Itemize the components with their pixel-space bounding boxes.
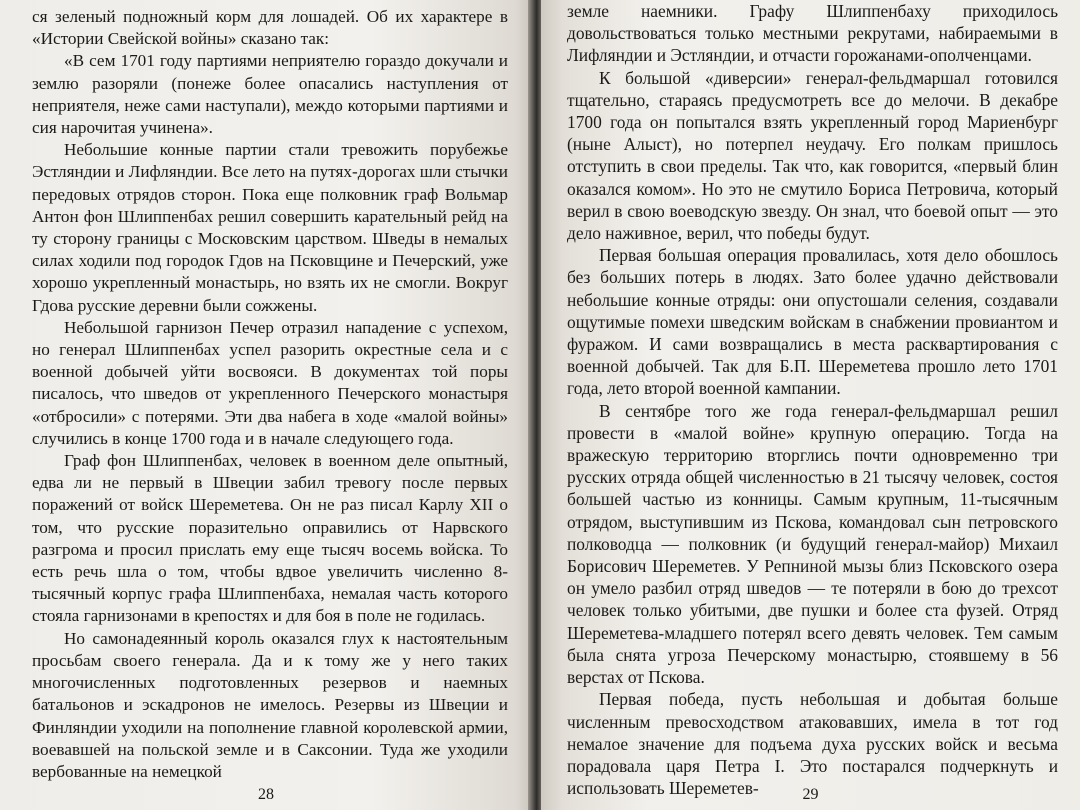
page-number-right: 29 [802, 786, 819, 803]
paragraph: К большой «диверсии» генерал-фельдмаршал готовился тщательно, стараясь предусмотреть все до мелочи. В декабре 1700 года он попытался взять укрепленный город Мариенбург (ныне Алыст), но потерпел неудачу. Его полкам пришлось отступить в свои пределы. Так что, как говорится, «первый блин оказался комом». Но это не смутило Бориса Петровича, который верил в свою воеводскую звезду. Он знал, что боевой опыт — это дело наживное, верил, что победы будут. [567, 67, 1058, 244]
left-page-text [32, 6, 508, 783]
paragraph: Первая большая операция провалилась, хотя дело обошлось без больших потерь в людях. Зато более удачно действовали небольшие конные отряды: они опустошали селения, создавали ощутимые помехи шведским войскам в снабжении провиантом и фуражом. И сами возвращались в места расквартирования с военной добычей. Так для Б.П. Шереметева прошло лето 1701 года, лето второй военной кампании. [567, 245, 1058, 399]
paragraph: земле наемники. Графу Шлиппенбаху приходилось довольствоваться только местными рекрутами, набираемыми в Лифляндии и Эстляндии, и отчасти горожанами-ополченцами. [567, 1, 1058, 66]
paragraph: ся зеленый подножный корм для лошадей. Об их характере в «Истории Свейской войны» сказано так: [32, 7, 508, 49]
paragraph: В сентябре того же года генерал-фельдмаршал решил провести в «малой войне» крупную операцию. Тогда на вражескую территорию вторглись почти одновременно три русских отряда общей численностью в 21 тысячу человек, состоя большей частью из конницы. Самым крупным, 11-тысячным отрядом, выступившим из Пскова, командовал сын петровского полководца — полковник (и будущий генерал-майор) Михаил Борисович Шереметев. У Репниной мызы близ Псковского озера он умело разбил отряд шведов — те потеряли в бою до трехсот человек только убитыми, две пушки и более ста фузей. Отряд Шереметева-младшего потерял всего девять человек. Тем самым была снята угроза Печерскому монастырю, стоявшему в 56 верстах от Пскова. [567, 400, 1058, 688]
left-page [0, 0, 532, 810]
paragraph: Но самонадеянный король оказался глух к настоятельным просьбам своего генерала. Да и к тому же у него таких многочисленных подготовленных резервов и наемных батальонов и эскадронов не имелось. Резервы из Швеции и Финляндии уходили на пополнение главной королевской армии, воевавшей на польской земле и в Саксонии. Туда же уходили вербованные на немецкой [32, 628, 508, 781]
right-page-text [567, 0, 1058, 799]
page-number-left: 28 [258, 786, 274, 803]
paragraph: Первая победа, пусть небольшая и добытая больше численным превосходством атаковавших, имела в тот год немалое значение для подъема духа русских войск и весьма порадовала царя Петра I. Это постарался подчеркнуть и использовать Шереметев- [567, 689, 1058, 799]
paragraph: Граф фон Шлиппенбах, человек в военном деле опытный, едва ли не первый в Швеции забил тревогу после первых поражений от войск Шереметева. Он не раз писал Карлу XII о том, что русские поразительно оправились от Нарвского разгрома и просил прислать ему еще тысяч восемь войска. То есть речь шла о том, чтобы вдвое увеличить численно 8-тысячный корпус графа Шлиппенбаха, немалая часть которого стояла гарнизонами в крепостях и для боя в поле не годилась. [32, 451, 508, 626]
quote-paragraph: «В сем 1701 году партиями неприятелю гораздо докучали и землю разоряли (понеже более опасались наступления от неприятеля, неже сами наступали), междо которыми партиями и сия нарочитая учинена». [32, 51, 508, 138]
paragraph: Небольшой гарнизон Печер отразил нападение с успехом, но генерал Шлиппенбах успел разорить окрестные села и с военной добычей уйти восвояси. В документах той поры писалось, что шведов от укрепленного Печерского монастыря «отбросили» с потерями. Эти два набега в ходе «малой войны» случились в конце 1700 года и в начале следующего года. [32, 317, 508, 448]
paragraph: Небольшие конные партии стали тревожить порубежье Эстляндии и Лифляндии. Все лето на путях-дорогах шли стычки передовых отрядов сторон. Пока еще полковник граф Вольмар Антон фон Шлиппенбах решил совершить карательный рейд на ту сторону границы с Московским царством. Шведы в немалых силах ходили под городок Гдов на Псковщине и Печерский, уже хорошо укрепленный монастырь, но взять их не смогли. Вокруг Гдова русские деревни были сожжены. [32, 140, 508, 315]
right-page [541, 0, 1080, 810]
